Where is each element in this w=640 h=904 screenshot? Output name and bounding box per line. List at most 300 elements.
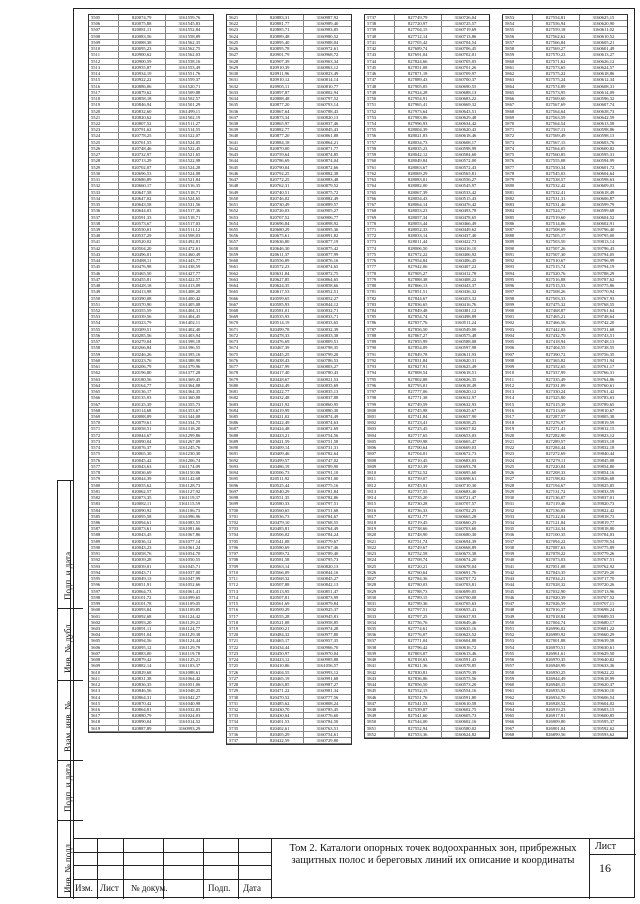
point-number: 5673 (227, 339, 257, 344)
point-number: 5750 (365, 96, 395, 101)
point-number: 5722 (227, 645, 257, 650)
coord-x: 820566,09 (257, 570, 304, 575)
coord-x: 820279,04 (119, 339, 166, 344)
coord-y: 3159837,01 (592, 495, 615, 501)
coord-x: 820864,31 (119, 695, 166, 700)
coord-y: 3160793,14 (316, 102, 339, 108)
point-number: 5662 (227, 271, 257, 276)
coord-x: 828057,34 (395, 215, 442, 220)
coord-x: 827745,91 (395, 483, 442, 488)
coord-x: 827330,24 (533, 389, 580, 394)
point-number: 5728 (227, 682, 257, 687)
coord-y: 3160707,57 (454, 501, 477, 507)
point-number: 5933 (503, 514, 533, 519)
point-number: 5940 (503, 557, 533, 562)
coord-y: 3160701,26 (454, 64, 477, 70)
coord-x: 820424,48 (257, 426, 304, 431)
point-number: 5526 (89, 146, 119, 151)
coord-x: 827198,02 (533, 476, 580, 481)
coord-x: 820413,98 (119, 289, 166, 294)
point-number: 5812 (365, 483, 395, 488)
point-number: 5786 (365, 320, 395, 325)
point-number: 5539 (89, 227, 119, 232)
coord-y: 3160726,04 (454, 15, 477, 20)
coord-x: 827026,59 (533, 601, 580, 606)
coord-y: 3161524,28 (178, 164, 201, 170)
point-number: 5556 (89, 333, 119, 338)
point-number: 5538 (89, 221, 119, 226)
point-number: 5606 (89, 645, 119, 650)
coord-x: 820886,06 (119, 84, 166, 89)
point-number: 5561 (89, 364, 119, 369)
point-number: 5964 (503, 707, 533, 712)
coord-y: 3160879,52 (316, 183, 339, 189)
point-number: 5744 (365, 59, 395, 64)
coord-y: 3160863,12 (316, 64, 339, 70)
coord-y: 3161509,88 (178, 89, 201, 95)
coord-y: 3159603,15 (592, 707, 615, 713)
coord-x: 820772,25 (257, 177, 304, 182)
point-number: 5545 (89, 264, 119, 269)
coord-y: 3160693,78 (454, 463, 477, 469)
point-number: 5605 (89, 638, 119, 643)
point-number: 5690 (227, 445, 257, 450)
coord-x: 820485,81 (257, 526, 304, 531)
coord-x: 820180,56 (119, 377, 166, 382)
coord-y: 3160974,28 (316, 625, 339, 631)
coord-y: 3160874,65 (316, 264, 339, 270)
coord-x: 827570,23 (533, 52, 580, 57)
coord-x: 820686,89 (119, 177, 166, 182)
coord-y: 3160710,30 (454, 482, 477, 488)
label-inv-orig: Инв. № подл. (63, 841, 73, 893)
coord-y: 3159720,26 (592, 582, 615, 588)
point-number: 5864 (503, 84, 533, 89)
coord-y: 3159707,11 (592, 601, 615, 607)
coord-x: 820762,31 (257, 183, 304, 188)
coord-x: 820409,46 (257, 451, 304, 456)
point-number: 5836 (365, 632, 395, 637)
coord-x: 827028,32 (533, 582, 580, 587)
coord-x: 827552,94 (395, 726, 442, 731)
coord-y: 3160879,84 (316, 601, 339, 607)
point-number: 5534 (89, 196, 119, 201)
coord-x: 820478,33 (257, 333, 304, 338)
point-number: 5665 (227, 289, 257, 294)
coord-x: 820405,29 (257, 732, 304, 737)
coord-y: 3160604,52 (592, 214, 615, 220)
point-number: 5584 (89, 508, 119, 513)
coord-y: 3160751,68 (316, 507, 339, 513)
coord-y: 3160623,52 (454, 632, 477, 638)
point-number: 5795 (365, 377, 395, 382)
coord-y: 3159743,51 (592, 332, 615, 338)
label-inv-dup: Инв. № дубл. (63, 622, 73, 673)
coord-y: 3161127,92 (178, 488, 201, 494)
coord-y: 3160874,49 (316, 414, 339, 419)
point-number: 5968 (503, 732, 533, 737)
coord-y: 3160578,85 (454, 663, 477, 669)
coord-x: 820423,12 (257, 657, 304, 662)
point-number: 5720 (227, 632, 257, 637)
point-number: 5704 (227, 532, 257, 537)
coord-y: 3160618,51 (454, 370, 477, 376)
point-number: 5567 (89, 402, 119, 407)
point-number: 5615 (89, 701, 119, 706)
point-number: 5920 (503, 433, 533, 438)
coord-y: 3161150,86 (178, 470, 201, 476)
coord-y: 3159604,02 (592, 700, 615, 706)
coord-y: 3160789,40 (316, 551, 339, 557)
coord-x: 820884,18 (257, 140, 304, 145)
coord-y: 3160880,30 (316, 407, 339, 413)
coord-x: 827708,74 (395, 557, 442, 562)
coord-y: 3160991,68 (316, 675, 339, 681)
coord-x: 827475,32 (533, 302, 580, 307)
point-number: 5782 (365, 296, 395, 301)
coord-x: 820430,70 (257, 707, 304, 712)
point-number: 5634 (227, 96, 257, 101)
point-number: 5632 (227, 84, 257, 89)
point-number: 5507 (89, 27, 119, 32)
coord-x: 827725,45 (395, 426, 442, 431)
coord-y: 3160672,73 (454, 451, 477, 457)
coord-x: 827797,51 (395, 607, 442, 612)
coordinate-tables (88, 14, 630, 832)
coord-x: 820506,02 (257, 532, 304, 537)
coord-y: 3160754,56 (316, 432, 339, 438)
coord-x: 820879,62 (119, 90, 166, 95)
coord-y: 3160968,72 (316, 52, 339, 58)
coord-y: 3161369,45 (178, 376, 201, 382)
label-sign-date-bottom: Подп. и дата (63, 763, 73, 812)
coord-x: 820044,39 (119, 476, 166, 481)
point-number: 5783 (365, 302, 395, 307)
point-number: 5586 (89, 520, 119, 525)
coord-x: 827562,62 (533, 34, 580, 39)
point-number: 5966 (503, 719, 533, 724)
point-number: 5715 (227, 601, 257, 606)
point-number: 5764 (365, 183, 395, 188)
coord-x: 827404,55 (533, 345, 580, 350)
coord-x: 826901,04 (533, 726, 580, 731)
coord-x: 827571,62 (533, 59, 580, 64)
point-number: 5528 (89, 158, 119, 163)
coord-x: 827078,22 (533, 551, 580, 556)
coord-x: 820791,62 (119, 127, 166, 132)
coord-y: 3160782,86 (316, 495, 339, 501)
coord-y: 3160629,48 (454, 114, 477, 120)
coord-x: 820591,33 (119, 215, 166, 220)
coord-x: 820504,20 (119, 246, 166, 251)
coord-y: 3159783,63 (592, 395, 615, 401)
point-number: 5925 (503, 464, 533, 469)
coord-x: 827124,34 (533, 526, 580, 531)
point-number: 5879 (503, 177, 533, 182)
coord-y: 3161054,70 (178, 551, 201, 557)
coord-x: 820955,87 (119, 65, 166, 70)
point-number: 5544 (89, 258, 119, 263)
coord-x: 826948,15 (533, 682, 580, 687)
stamp-col-doc: № докум. (131, 883, 168, 893)
coord-x: 827749,67 (395, 545, 442, 550)
binding-divider (57, 760, 83, 761)
coord-x: 820624,35 (257, 283, 304, 288)
coord-x: 827532,42 (533, 183, 580, 188)
coord-y: 3160678,04 (454, 563, 477, 569)
coord-x: 820090,92 (119, 508, 166, 513)
coord-y: 3161230,30 (178, 451, 201, 457)
coord-x: 827220,04 (533, 464, 580, 469)
coord-y: 3159729,20 (592, 569, 615, 575)
coord-y: 3160945,81 (316, 613, 339, 619)
coord-y: 3159595,37 (592, 719, 615, 725)
point-number: 5648 (227, 183, 257, 188)
point-number: 5813 (365, 489, 395, 494)
coord-y: 3161402,40 (178, 326, 201, 332)
point-number: 5906 (503, 345, 533, 350)
coord-x: 820390,08 (119, 296, 166, 301)
coord-x: 827972,22 (395, 252, 442, 257)
coord-y: 3160987,27 (316, 682, 339, 688)
point-number: 5819 (365, 526, 395, 531)
coord-y: 3161492,81 (178, 239, 201, 245)
point-number: 5694 (227, 470, 257, 475)
coord-x: 820432,48 (257, 395, 304, 400)
coord-y: 3160597,98 (454, 345, 477, 351)
coord-y: 3160598,13 (592, 133, 615, 139)
coord-x: 827776,07 (395, 632, 442, 637)
document-title: Том 2. Каталоги опорных точек водоохранных зон, прибрежных защитных полос и береговых линий их описание и координаты (289, 843, 577, 866)
point-number: 5581 (89, 489, 119, 494)
point-number: 5924 (503, 458, 533, 463)
point-number: 5733 (227, 713, 257, 718)
point-number: 5568 (89, 408, 119, 413)
point-number: 5689 (227, 439, 257, 444)
point-number: 5627 (227, 52, 257, 57)
coord-x: 827689,74 (395, 46, 442, 51)
coord-x: 820660,17 (119, 183, 166, 188)
point-number: 5684 (227, 408, 257, 413)
coord-x: 827732,52 (395, 470, 442, 475)
coord-x: 820309,51 (119, 327, 166, 332)
coord-y: 3161531,56 (178, 202, 201, 208)
coord-y: 3160572,43 (454, 164, 477, 170)
point-number: 5896 (503, 283, 533, 288)
point-number: 5649 (227, 190, 257, 195)
coord-x: 820058,51 (119, 426, 166, 431)
coord-y: 3160700,37 (454, 77, 477, 83)
coord-y: 3160797,51 (316, 501, 339, 507)
coord-y: 3160784,24 (316, 532, 339, 538)
coord-y: 3160777,56 (316, 694, 339, 700)
coord-x: 827871,18 (395, 71, 442, 76)
coord-x: 820164,77 (119, 383, 166, 388)
coord-x: 827983,86 (395, 115, 442, 120)
coord-y: 3160481,12 (454, 308, 477, 314)
coord-x: 820486,19 (257, 464, 304, 469)
coord-y: 3159593,62 (592, 731, 615, 737)
point-number: 5579 (89, 476, 119, 481)
coord-x: 827503,50 (533, 239, 580, 244)
coord-y: 3160634,42 (454, 120, 477, 126)
coord-y: 3160478,65 (454, 214, 477, 220)
coord-y: 3161408,20 (178, 289, 201, 295)
coord-x: 827563,59 (533, 115, 580, 120)
point-number: 5651 (227, 202, 257, 207)
coord-y: 3161124,44 (178, 638, 201, 644)
point-number: 5657 (227, 239, 257, 244)
coord-x: 820646,30 (257, 246, 304, 251)
point-number: 5635 (227, 102, 257, 107)
coord-y: 3160785,45 (316, 707, 339, 713)
point-number: 5899 (503, 302, 533, 307)
coord-x: 827541,60 (395, 713, 442, 718)
coord-y: 3160925,37 (316, 607, 339, 613)
coord-x: 820467,39 (257, 345, 304, 350)
point-number: 5523 (89, 127, 119, 132)
point-number: 5672 (227, 333, 257, 338)
coord-x: 827121,84 (533, 520, 580, 525)
coord-y: 3160833,71 (316, 314, 339, 320)
point-number: 5693 (227, 464, 257, 469)
point-number: 5847 (365, 701, 395, 706)
point-number: 5952 (503, 632, 533, 637)
coord-y: 3161024,03 (178, 713, 201, 719)
coord-y: 3160864,65 (316, 276, 339, 282)
coord-y: 3161427,77 (178, 270, 201, 276)
point-number: 5508 (89, 34, 119, 39)
point-number: 5943 (503, 576, 533, 581)
coord-y: 3160799,20 (316, 351, 339, 357)
coord-x: 827751,74 (395, 539, 442, 544)
coord-y: 3160690,55 (454, 83, 477, 89)
coord-x: 827827,91 (395, 364, 442, 369)
point-number: 5758 (365, 146, 395, 151)
coord-y: 3160983,85 (316, 27, 339, 33)
point-number: 5822 (365, 545, 395, 550)
coord-x: 820427,99 (257, 364, 304, 369)
coord-y: 3160875,72 (316, 189, 339, 195)
coord-x: 826944,49 (533, 676, 580, 681)
coord-y: 3160731,31 (316, 445, 339, 451)
coord-y: 3160781,84 (316, 488, 339, 494)
point-number: 5900 (503, 308, 533, 313)
coord-y: 3160598,63 (592, 177, 615, 183)
coordinate-table-3 (364, 14, 490, 739)
coord-x: 826970,35 (533, 657, 580, 662)
coord-y: 3160665,47 (454, 438, 477, 444)
coord-y: 3160618,49 (454, 382, 477, 388)
point-number: 5700 (227, 508, 257, 513)
coord-x: 827712,14 (395, 34, 442, 39)
coord-x: 820867,64 (257, 109, 304, 114)
coord-x: 827569,49 (533, 133, 580, 138)
point-number: 5578 (89, 470, 119, 475)
coord-y: 3160993,29 (178, 725, 201, 731)
coord-y: 3159689,53 (592, 613, 615, 619)
coord-x: 820507,81 (257, 595, 304, 600)
coord-y: 3160704,54 (454, 39, 477, 45)
coord-x: 820832,60 (119, 109, 166, 114)
coord-x: 827797,25 (395, 614, 442, 619)
coord-y: 3160624,82 (454, 731, 477, 737)
coord-x: 828054,43 (395, 196, 442, 201)
coord-y: 3159822,42 (592, 507, 615, 513)
coord-x: 827559,18 (533, 27, 580, 32)
point-number: 5736 (227, 732, 257, 737)
point-number: 5687 (227, 426, 257, 431)
coord-y: 3160764,49 (316, 526, 339, 532)
coord-x: 827844,67 (395, 296, 442, 301)
point-number: 5643 (227, 152, 257, 157)
coord-y: 3160877,99 (316, 251, 339, 257)
coord-y: 3161099,65 (178, 594, 201, 600)
point-number: 5948 (503, 607, 533, 612)
coord-x: 827051,08 (533, 564, 580, 569)
coord-y: 3160580,02 (454, 725, 477, 731)
coord-x: 827855,99 (395, 339, 442, 344)
point-number: 5569 (89, 414, 119, 419)
point-number: 5542 (89, 246, 119, 251)
coord-y: 3160987,92 (316, 15, 339, 20)
coord-x: 827432,70 (533, 333, 580, 338)
point-number: 5845 (365, 688, 395, 693)
coord-x: 827905,27 (395, 271, 442, 276)
coord-x: 827325,80 (533, 395, 580, 400)
point-number: 5543 (89, 252, 119, 257)
coord-y: 3160821,53 (316, 376, 339, 382)
coord-y: 3159845,08 (592, 457, 615, 463)
coord-y: 3160844,16 (316, 569, 339, 575)
coord-x: 827032,90 (533, 589, 580, 594)
coord-y: 3161518,71 (178, 214, 201, 220)
coord-y: 3161404,45 (178, 314, 201, 320)
point-number: 5533 (89, 190, 119, 195)
coord-y: 3161499,11 (178, 108, 201, 114)
point-number: 5642 (227, 146, 257, 151)
point-number: 5855 (503, 27, 533, 32)
coord-y: 3160606,87 (592, 195, 615, 201)
coord-y: 3159779,26 (592, 551, 615, 557)
point-number: 5831 (365, 601, 395, 606)
point-number: 5883 (503, 202, 533, 207)
point-number: 5644 (227, 158, 257, 163)
coord-y: 3159796,43 (592, 245, 615, 251)
coord-x: 827271,41 (533, 426, 580, 431)
point-number: 5951 (503, 626, 533, 631)
point-number: 5945 (503, 589, 533, 594)
point-number: 5576 (89, 458, 119, 463)
point-number: 5596 (89, 582, 119, 587)
coord-y: 3161511,27 (178, 120, 201, 126)
coord-y: 3161014,52 (178, 719, 201, 725)
coord-x: 827289,57 (533, 439, 580, 444)
coord-y: 3160436,32 (454, 289, 477, 295)
point-number: 5780 (365, 283, 395, 288)
coord-y: 3160594,99 (592, 158, 615, 164)
coord-x: 826917,91 (533, 713, 580, 718)
coord-y: 3161438,59 (178, 264, 201, 270)
coord-y: 3160626,35 (454, 376, 477, 382)
coord-x: 820093,84 (119, 607, 166, 612)
coord-x: 828033,14 (395, 233, 442, 238)
coord-x: 820064,73 (119, 589, 166, 594)
coord-y: 3159680,17 (592, 619, 615, 625)
point-number: 5726 (227, 670, 257, 675)
point-number: 5537 (89, 215, 119, 220)
coord-y: 3159833,59 (592, 488, 615, 494)
